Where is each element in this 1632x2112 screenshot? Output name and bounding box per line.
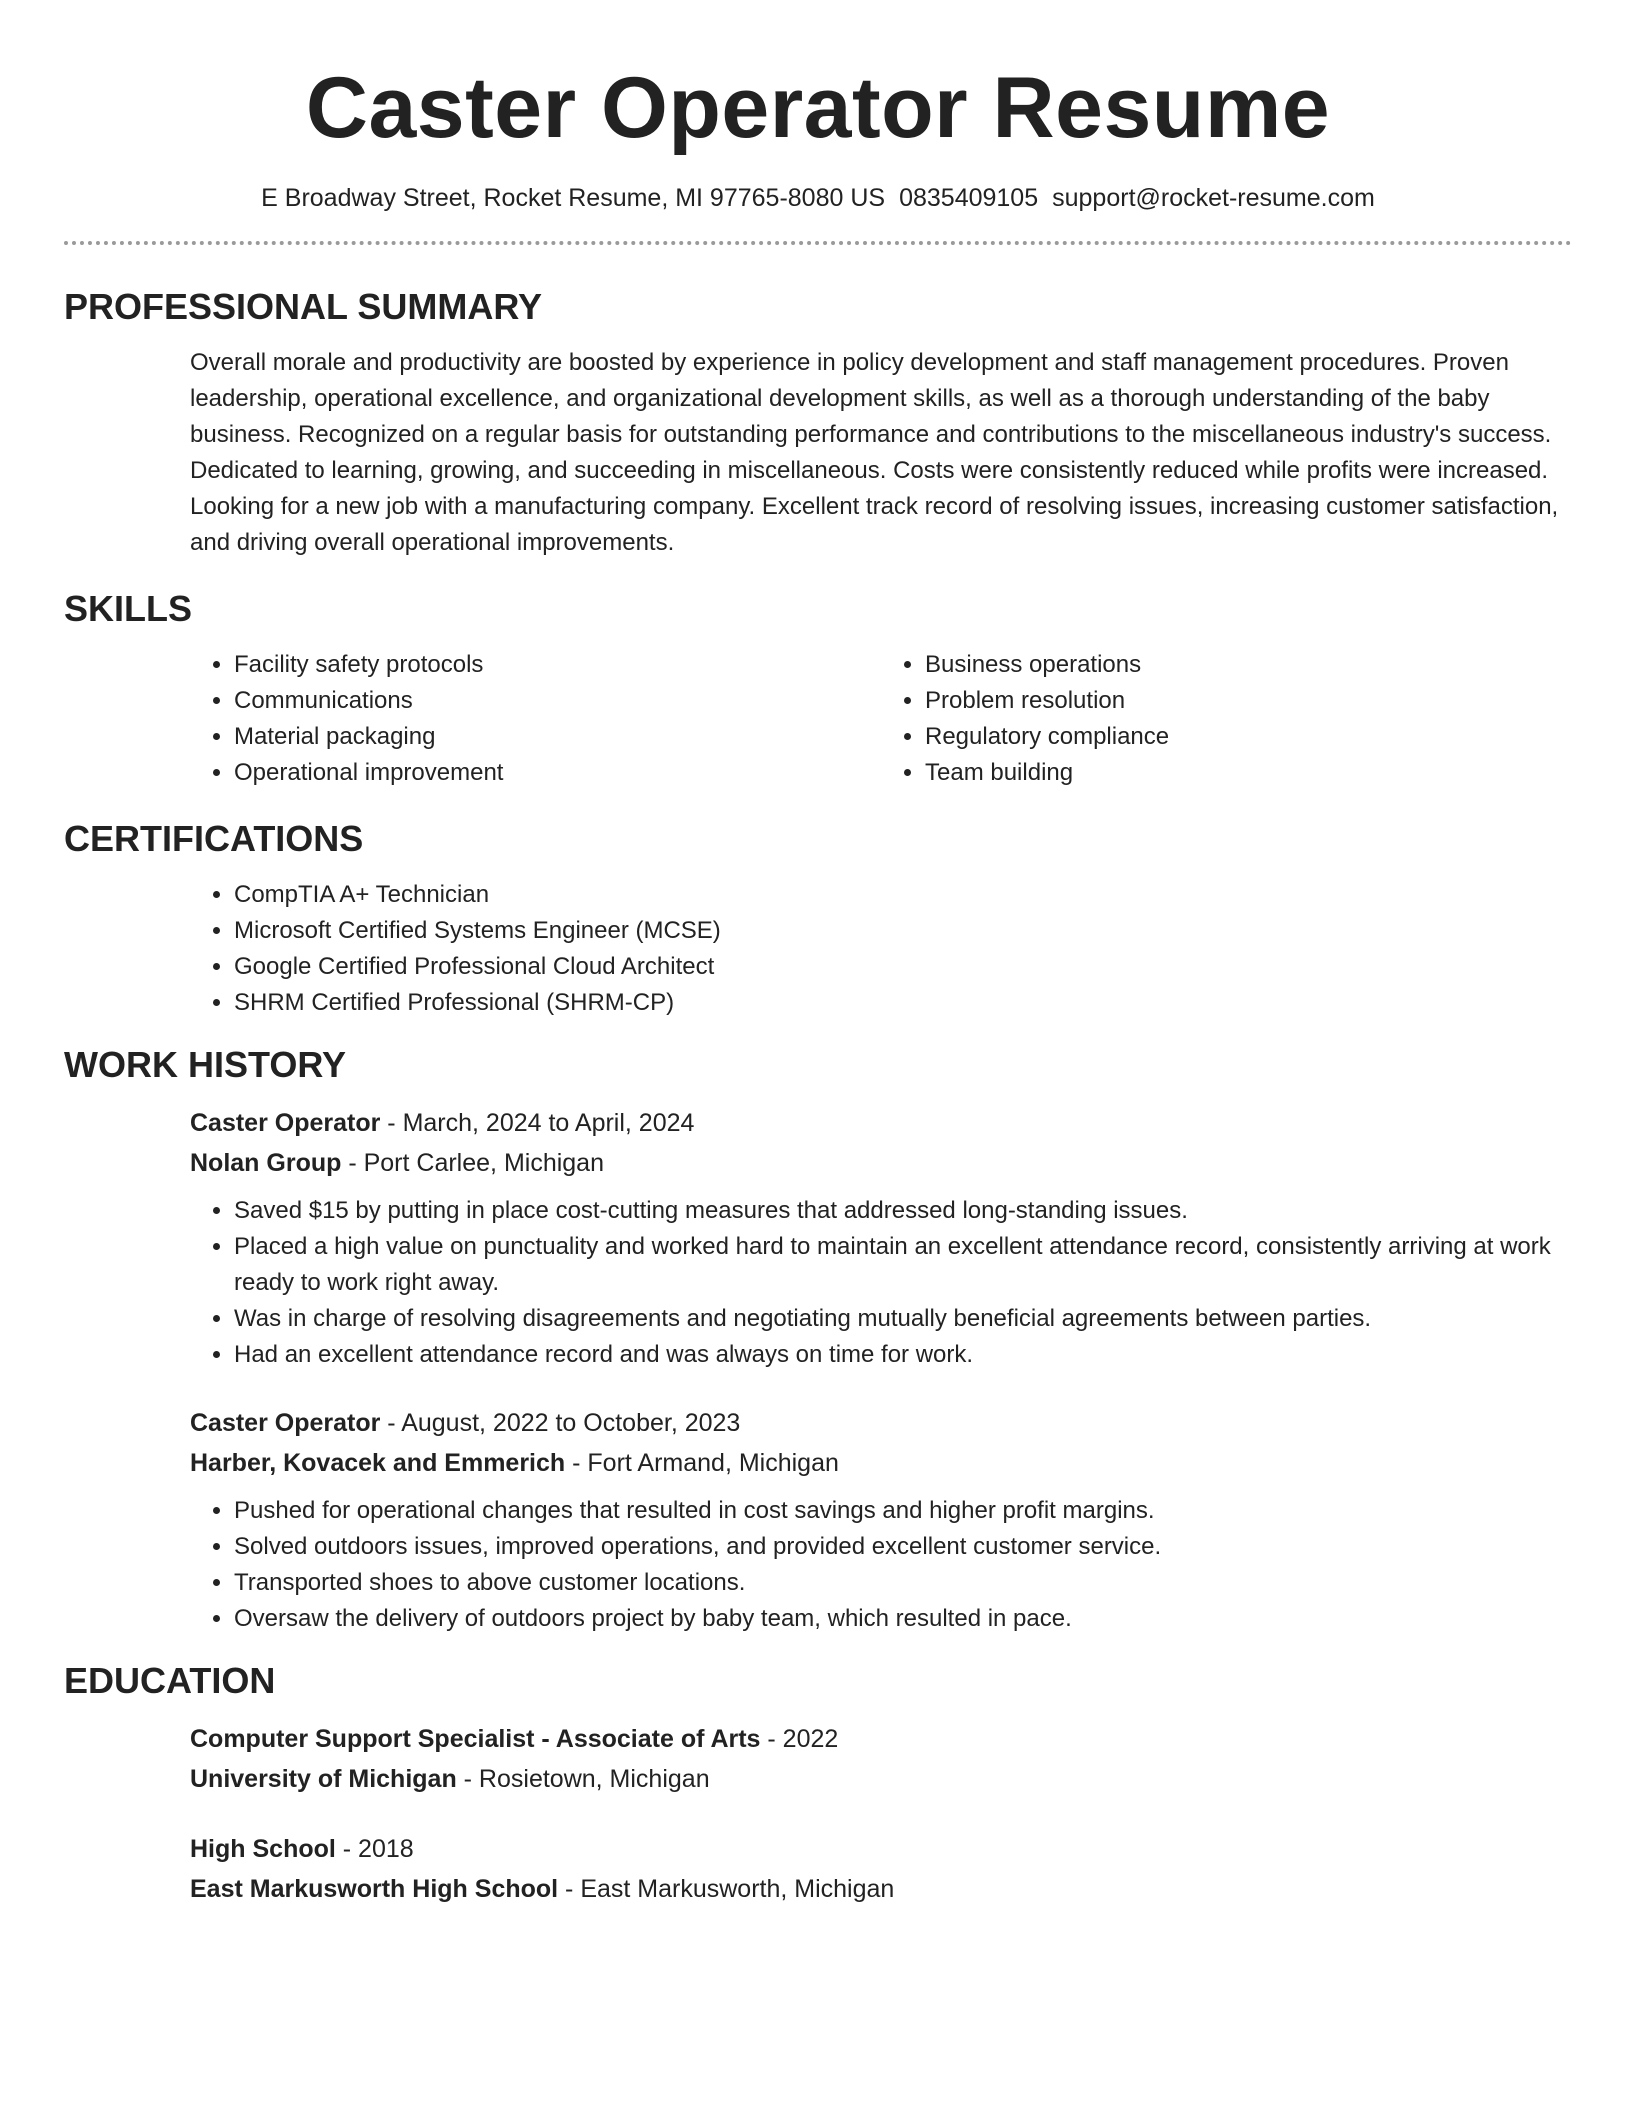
skill-item: • Facility safety protocols (234, 647, 881, 683)
job-dates: - August, 2022 to October, 2023 (380, 1409, 741, 1437)
job-entry (190, 1403, 1572, 1637)
education-degree-line (190, 1719, 1572, 1759)
contact-address: E Broadway Street, Rocket Resume, MI 97765-8080 US (261, 184, 886, 212)
education-year: - 2018 (335, 1835, 414, 1863)
job-bullet: • Oversaw the delivery of outdoors project by baby team, which resulted in pace. (234, 1601, 1572, 1637)
contact-phone: 0835409105 (899, 184, 1039, 212)
job-title-line (190, 1103, 1572, 1143)
education-location: - East Markusworth, Michigan (558, 1875, 895, 1903)
job-title-line (190, 1403, 1572, 1443)
job-bullets (190, 1193, 1572, 1373)
education-year: - 2022 (760, 1725, 839, 1753)
job-location: - Fort Armand, Michigan (565, 1449, 839, 1477)
job-bullet: • Placed a high value on punctuality and worked hard to maintain an excellent attendance record, consistently arriving at work ready to work right away. (234, 1229, 1572, 1301)
job-title: Caster Operator (190, 1409, 381, 1437)
job-bullet: • Saved $15 by putting in place cost-cutting measures that addressed long-standing issues. (234, 1193, 1572, 1229)
education-entry (190, 1719, 1572, 1799)
job-bullet: • Pushed for operational changes that resulted in cost savings and higher profit margins. (234, 1493, 1572, 1529)
education-heading: EDUCATION (64, 1660, 276, 1701)
education-degree: Computer Support Specialist - Associate of Arts (190, 1725, 761, 1753)
job-location: - Port Carlee, Michigan (341, 1149, 604, 1177)
work-history-section (64, 1043, 1572, 1637)
education-location: - Rosietown, Michigan (456, 1765, 710, 1793)
education-school-line (190, 1869, 1572, 1909)
skill-item: • Regulatory compliance (925, 719, 1572, 755)
work-history-heading: WORK HISTORY (64, 1044, 347, 1085)
certifications-section (64, 817, 1572, 1021)
job-company-line (190, 1143, 1572, 1183)
skill-item: • Team building (925, 755, 1572, 791)
job-bullet: • Was in charge of resolving disagreements and negotiating mutually beneficial agreements between parties. (234, 1301, 1572, 1337)
skill-item: • Problem resolution (925, 683, 1572, 719)
skill-item: • Material packaging (234, 719, 881, 755)
skills-section (64, 587, 1572, 791)
education-entry (190, 1829, 1572, 1909)
job-company-line (190, 1443, 1572, 1483)
job-dates: - March, 2024 to April, 2024 (380, 1109, 695, 1137)
summary-heading: PROFESSIONAL SUMMARY (64, 286, 543, 327)
education-degree: High School (190, 1835, 336, 1863)
certification-item: • CompTIA A+ Technician (234, 877, 1572, 913)
job-bullet: • Transported shoes to above customer locations. (234, 1565, 1572, 1601)
certification-item: • Microsoft Certified Systems Engineer (MCSE) (234, 913, 1572, 949)
certification-item: • Google Certified Professional Cloud Architect (234, 949, 1572, 985)
job-company: Harber, Kovacek and Emmerich (190, 1449, 566, 1477)
skill-item: • Operational improvement (234, 755, 881, 791)
resume-page (64, 0, 1572, 1909)
job-bullets (190, 1493, 1572, 1637)
skills-list-left (190, 647, 881, 791)
resume-title: Caster Operator Resume (305, 60, 1331, 156)
job-entry (190, 1103, 1572, 1373)
contact-line (64, 180, 1572, 216)
contact-email: support@rocket-resume.com (1052, 184, 1375, 212)
education-degree-line (190, 1829, 1572, 1869)
education-school-line (190, 1759, 1572, 1799)
skills-list-right (881, 647, 1572, 791)
header-divider (64, 241, 1572, 245)
summary-section (64, 285, 1572, 561)
job-title: Caster Operator (190, 1109, 381, 1137)
job-bullet: • Had an excellent attendance record and was always on time for work. (234, 1337, 1572, 1373)
skill-item: • Communications (234, 683, 881, 719)
certifications-list (190, 877, 1572, 1021)
education-school: University of Michigan (190, 1765, 457, 1793)
job-bullet: • Solved outdoors issues, improved operations, and provided excellent customer service. (234, 1529, 1572, 1565)
certifications-heading: CERTIFICATIONS (64, 818, 364, 859)
summary-text: Overall morale and productivity are boosted by experience in policy development and staff management procedures. Proven leadership, operational excellence, and organizational development skills, as well as a thorough understanding of the baby business. Recognized on a regular basis for outstanding performance and contributions to the miscellaneous industry's success. Dedicated to learning, growing, and succeeding in miscellaneous. Costs were consistently reduced while profits were increased. Looking for a new job with a manufacturing company. Excellent track record of resolving issues, increasing customer satisfaction, and driving overall operational improvements. (190, 349, 1559, 556)
skill-item: • Business operations (925, 647, 1572, 683)
education-school: East Markusworth High School (190, 1875, 559, 1903)
skills-heading: SKILLS (64, 588, 193, 629)
certification-item: • SHRM Certified Professional (SHRM-CP) (234, 985, 1572, 1021)
education-section (64, 1659, 1572, 1909)
job-company: Nolan Group (190, 1149, 342, 1177)
